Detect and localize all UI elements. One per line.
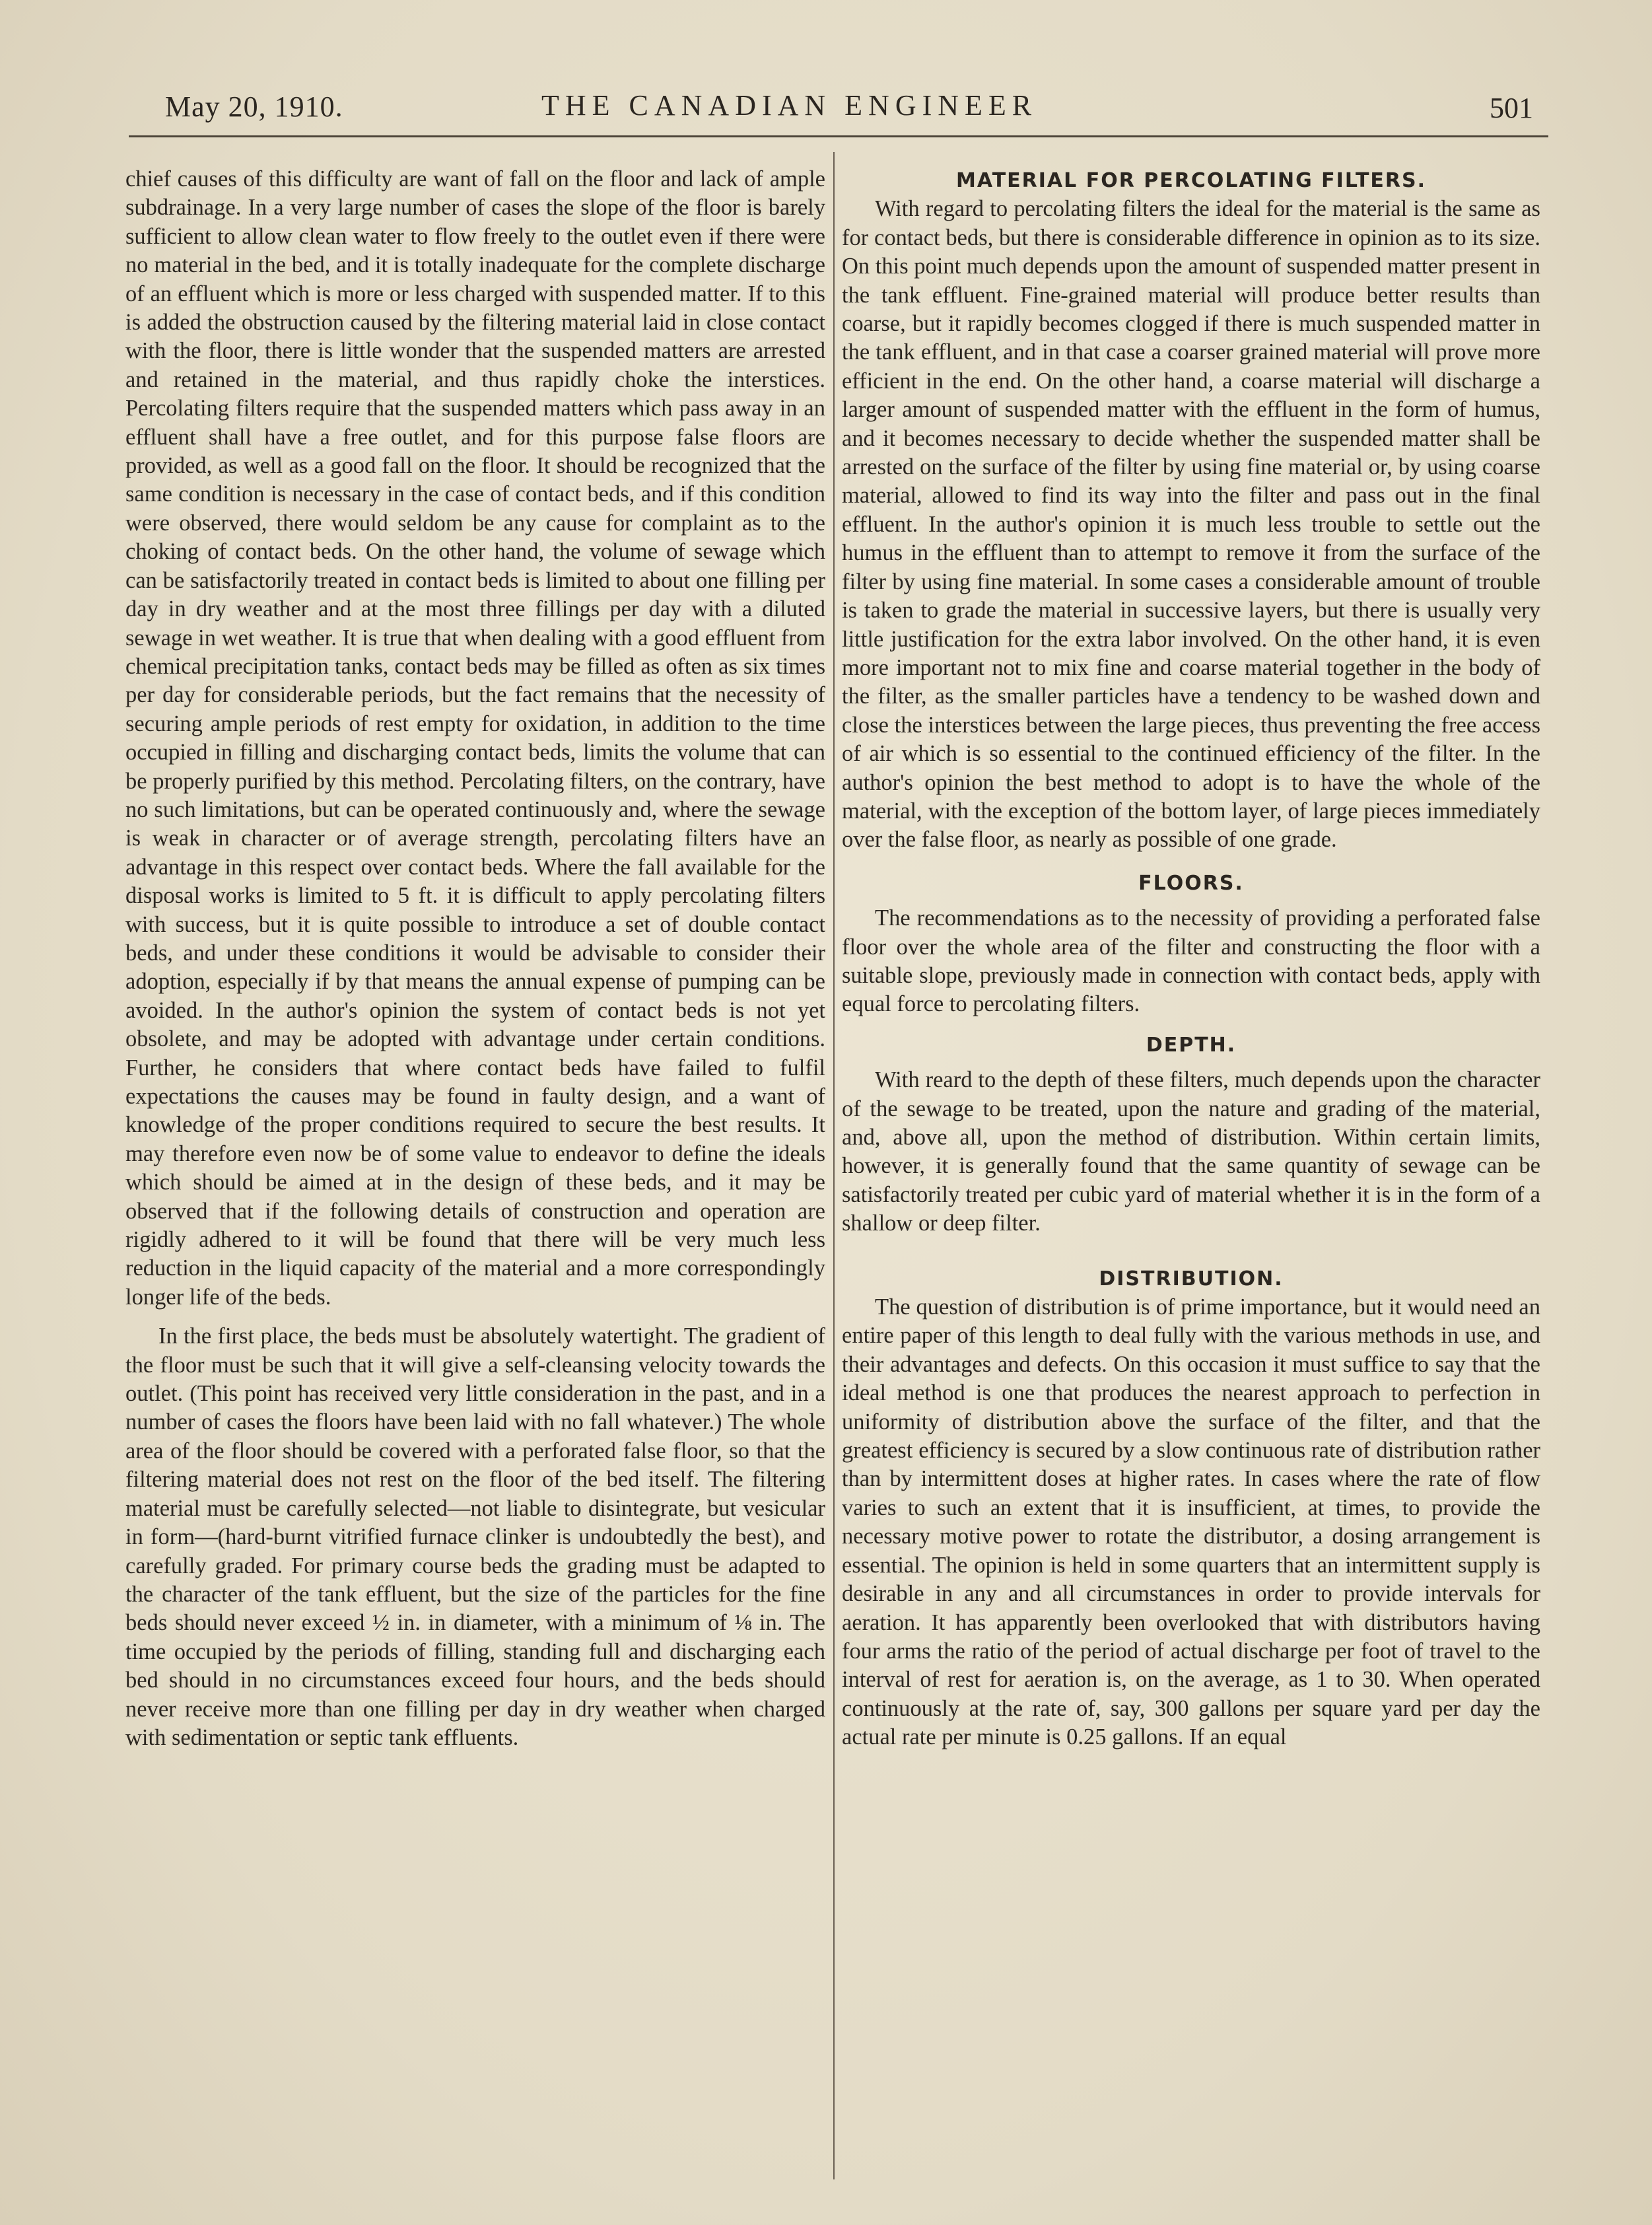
left-paragraph-1: chief causes of this difficulty are want of fall on the floor and lack of ample subdrainage. In a very large number of cases the slope of the floor is barely sufficient to allow clean water to flow freely to the outlet even if there were no material in the bed, and it is totally inadequate for the complete discharge of an effluent which is more or less charged with suspended matter. If to this is added the obstruction caused by the filtering material laid in close contact with the floor, there is little wonder that the suspended matters are arrested and retained in the material, and thus rapidly choke the interstices. Percolating filters require that the suspended matters which pass away in an effluent shall have a free outlet, and for this purpose false floors are provided, as well as a good fall on the floor. It should be recognized that the same condition is necessary in the case of contact beds, and if this condition were observed, there would seldom be any cause for complaint as to the choking of contact beds. On the other hand, the volume of sewage which can be satisfactorily treated in contact beds is limited to about one filling per day in dry weather and at the most three fillings per day with a diluted sewage in wet weather. It is true that when dealing with a good effluent from chemical precipitation tanks, contact beds may be filled as often as six times per day for considerable periods, but the fact remains that the necessity of securing ample periods of rest empty for oxidation, in addition to the time occupied in filling and discharging contact beds, limits the volume that can be properly purified by this method. Percolating filters, on the contrary, have no such limitations, but can be operated continuously and, where the sewage is weak in character or of average strength, percolating filters have an advantage in this respect over contact beds. Where the fall available for the disposal works is limited to 5 ft. it is difficult to apply percolating filters with success, but it is quite possible to introduce a set of double contact beds, and under these conditions it would be advisable to consider their adoption, especially if by that means the annual expense of pumping can be avoided. In the author's opinion the system of contact beds is not yet obsolete, and may be adopted with advantage under certain conditions. Further, he considers that where contact beds have failed to fulfil expectations the causes may be found in faulty design, and a want of knowledge of the proper conditions required to secure the best results. It may therefore even now be of some value to endeavor to define the ideals which should be aimed at in the design of these beds, and it may be observed that if the following details of construction and operation are rigidly adhered to it will be found that there will be very much less reduction in the liquid capacity of the material and a more correspondingly longer life of the beds.	[125, 166, 825, 1310]
heading-distribution: DISTRIBUTION.	[1099, 1267, 1284, 1290]
issue-date: May 20, 1910.	[165, 90, 343, 123]
right-paragraph-3: With reard to the depth of these filters, much depends upon the character of the sewage to be treated, upon the nature and grading of the material, and, above all, upon the method of distribution. Within certain limits, however, it is generally found that the same quantity of sewage can be satisfactorily treated per cubic yard of material whether it is in the form of a shallow or deep filter.	[842, 1067, 1540, 1236]
right-paragraph-2: The recommendations as to the necessity of providing a perforated false floor over the whole area of the filter and constructing the floor with a suitable slope, previously made in connection with contact beds, apply with equal force to percolating filters.	[842, 905, 1540, 1017]
header-rule	[129, 135, 1548, 137]
page-number: 501	[1490, 92, 1533, 124]
right-paragraph-1: With regard to percolating filters the ideal for the material is the same as for contact beds, but there is considerable difference in opinion as to its size. On this point much depends upon the amount of suspended matter present in the tank effluent. Fine-grained material will produce better results than coarse, but it rapidly becomes clogged if there is much suspended matter in the tank effluent, and in that case a coarser grained material will prove more efficient in the end. On the other hand, a coarse material will discharge a larger amount of suspended matter with the effluent in the form of humus, and it becomes necessary to decide whether the suspended matter shall be arrested on the surface of the filter by using fine material or, by using coarse material, allowed to find its way into the filter and pass out in the final effluent. In the author's opinion it is much less trouble to settle out the humus in the effluent than to attempt to remove it from the surface of the filter by using fine material. In some cases a considerable amount of trouble is taken to grade the material in successive layers, but there is usually very little justification for the extra labor involved. On the other hand, it is even more important not to mix fine and coarse material together in the body of the filter, as the smaller particles have a tendency to be washed down and close the interstices between the large pieces, thus preventing the free access of air which is so essential to the continued efficiency of the filter. In the author's opinion the best method to adopt is to have the whole of the material, with the exception of the bottom layer, of large pieces immediately over the false floor, as nearly as possible of one grade.	[842, 196, 1540, 853]
heading-floors: FLOORS.	[1138, 871, 1244, 895]
left-paragraph-2: In the first place, the beds must be absolutely watertight. The gradient of the floor must be such that it will give a self-cleansing velocity towards the outlet. (This point has received very little consideration in the past, and in a number of cases the floors have been laid with no fall whatever.) The whole area of the floor should be covered with a perforated false floor, so that the filtering material does not rest on the floor of the bed itself. The filtering material must be carefully selected—not liable to disintegrate, but vesicular in form—(hard-burnt vitrified furnace clinker is undoubtedly the best), and carefully graded. For primary course beds the grading must be adapted to the character of the tank effluent, but the size of the particles for the fine beds should never exceed ½ in. in diameter, with a minimum of ⅛ in. The time occupied by the periods of filling, standing full and discharging each bed should in no circumstances exceed four hours, and the beds should never receive more than one filling per day in dry weather when charged with sedimentation or septic tank effluents.	[125, 1324, 825, 1750]
column-divider	[833, 152, 835, 2179]
right-column	[842, 165, 1540, 1752]
left-column	[125, 165, 825, 1752]
heading-depth: DEPTH.	[1146, 1033, 1237, 1057]
heading-material-percolating-filters: MATERIAL FOR PERCOLATING FILTERS.	[955, 169, 1427, 192]
right-paragraph-4: The question of distribution is of prime importance, but it would need an entire paper of this length to deal fully with the various methods in use, and their advantages and defects. On this occasion it must suffice to say that the ideal method is one that produces the nearest approach to perfection in uniformity of distribution above the surface of the filter, and that the greatest efficiency is secured by a slow continuous rate of distribution rather than by intermittent doses at higher rates. In cases where the rate of flow varies to such an extent that it is insufficient, at times, to provide the necessary motive power to rotate the distributor, a dosing arrangement is essential. The opinion is held in some quarters that an intermittent supply is desirable in any and all circumstances in order to provide intervals for aeration. It has apparently been overlooked that with distributors having four arms the ratio of the period of actual discharge per foot of travel to the interval of rest for aeration is, on the average, as 1 to 30. When operated continuously at the rate of, say, 300 gallons per square yard per day the actual rate per minute is 0.25 gallons. If an equal	[842, 1294, 1540, 1750]
running-header	[165, 86, 1538, 132]
journal-title: THE CANADIAN ENGINEER	[541, 89, 1038, 122]
